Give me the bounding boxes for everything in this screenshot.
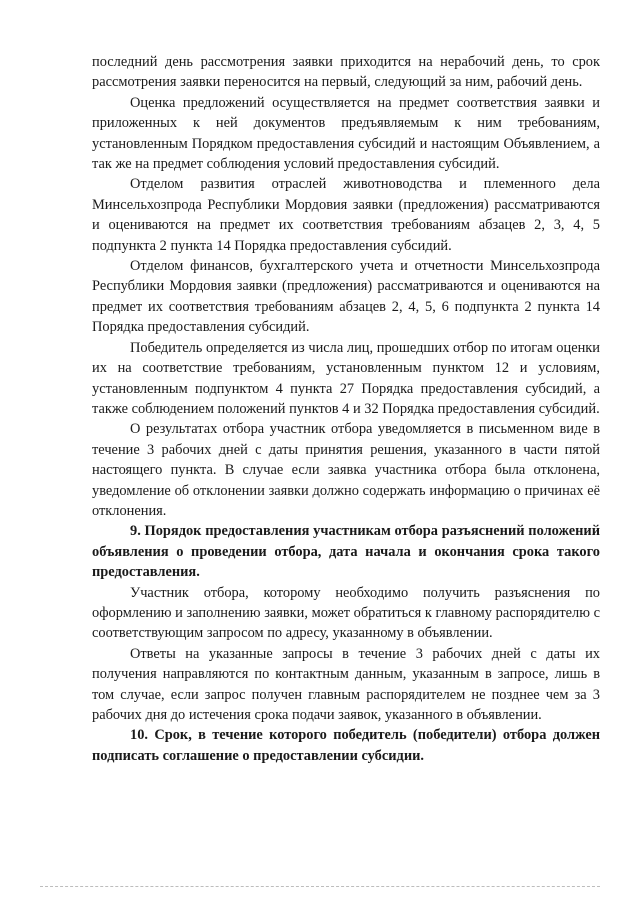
document-page: [92, 52, 600, 766]
paragraph-clarification-request: Участник отбора, которому необходимо получить разъяснения по оформлению и заполнению заявки, может обратиться к главному распорядителю с соответствующим запросом по адресу, указанному в объявлении.: [92, 584, 600, 642]
paragraph-finance-department: Отделом финансов, бухгалтерского учета и отчетности Минсельхозпрода Республики Мордовия заявки (предложения) рассматриваются и оцениваются на предмет их соответствия требованиям абзацев 2, 4, 5, 6 подпункта 2 пункта 14 Порядка предоставления субсидий.: [92, 258, 600, 336]
section-heading-10: 10. Срок, в течение которого победитель (победители) отбора должен подписать соглашение о предоставлении субсидии.: [92, 727, 600, 764]
page-bottom-rule: [40, 886, 600, 887]
paragraph-livestock-department: Отделом развития отраслей животноводства и племенного дела Минсельхозпрода Республики Мордовия заявки (предложения) рассматриваются и оцениваются на предмет их соответствия требованиям абзацев 2, 3, 4, 5 подпункта 2 пункта 14 Порядка предоставления субсидий.: [92, 176, 600, 254]
section-heading-9: 9. Порядок предоставления участникам отбора разъяснений положений объявления о проведении отбора, дата начала и окончания срока такого предоставления.: [92, 523, 600, 581]
paragraph-evaluation: Оценка предложений осуществляется на предмет соответствия заявки и приложенных к ней документов предъявляемым к ним требованиям, установленным Порядком предоставления субсидий и настоящим Объявлением, а так же на предмет соблюдения условий предоставления субсидий.: [92, 94, 600, 173]
paragraph-winner: Победитель определяется из числа лиц, прошедших отбор по итогам оценки их на соответствие требованиям, установленным пунктом 12 и условиям, установленным подпунктом 4 пункта 27 Порядка предоставления субсидий, а также соблюдением положений пунктов 4 и 32 Порядка предоставления субсидий.: [92, 339, 600, 417]
paragraph-review-deadline: последний день рассмотрения заявки приходится на нерабочий день, то срок рассмотрения заявки переносится на первый, следующий за ним, рабочий день.: [92, 54, 600, 91]
paragraph-results-notice: О результатах отбора участник отбора уведомляется в письменном виде в течение 3 рабочих дней с даты принятия решения, указанного в части пятой настоящего пункта. В случае если заявка участника отбора была отклонена, уведомление об отклонении заявки должно содержать информацию о причинах её отклонения.: [92, 421, 600, 519]
paragraph-clarification-answers: Ответы на указанные запросы в течение 3 рабочих дней с даты их получения направляются по контактным данным, указанным в запросе, лишь в том случае, если запрос получен главным распорядителем не позднее чем за 3 рабочих дня до истечения срока подачи заявок, указанного в объявлении.: [92, 645, 600, 723]
